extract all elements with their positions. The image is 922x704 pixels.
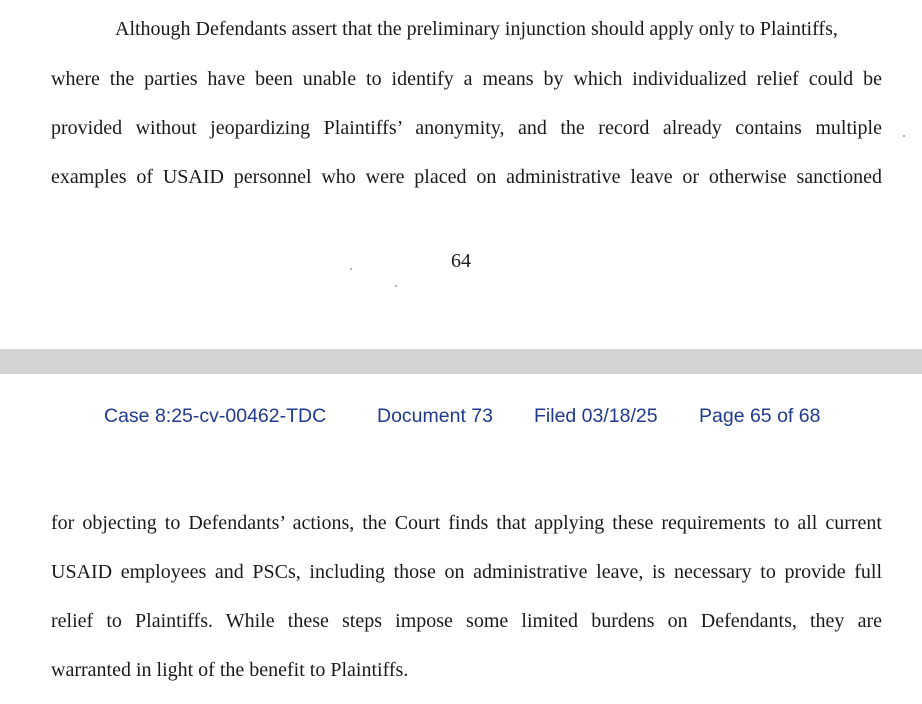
paragraph-line-7: relief to Plaintiffs. While these steps impose some limited burdens on Defendants, they are bbox=[51, 610, 882, 632]
page-separator bbox=[0, 349, 922, 374]
page-count: Page 65 of 68 bbox=[699, 405, 821, 427]
scan-speck bbox=[903, 135, 905, 137]
paragraph-line-2: where the parties have been unable to identify a means by which individualized relief could be bbox=[51, 68, 882, 90]
document-number: Document 73 bbox=[377, 405, 493, 427]
paragraph-line-6: USAID employees and PSCs, including those on administrative leave, is necessary to provide full bbox=[51, 561, 882, 583]
paragraph-line-1: Although Defendants assert that the preliminary injunction should apply only to Plaintiffs, bbox=[115, 18, 838, 40]
scan-speck bbox=[395, 285, 397, 287]
paragraph-line-4: examples of USAID personnel who were placed on administrative leave or otherwise sanctioned bbox=[51, 166, 882, 188]
case-number: Case 8:25-cv-00462-TDC bbox=[104, 405, 327, 427]
paragraph-line-8: warranted in light of the benefit to Plaintiffs. bbox=[51, 659, 409, 681]
page-number: 64 bbox=[451, 250, 471, 272]
filed-date: Filed 03/18/25 bbox=[534, 405, 658, 427]
paragraph-line-5: for objecting to Defendants’ actions, the Court finds that applying these requirements to all current bbox=[51, 512, 882, 534]
scan-speck bbox=[350, 268, 352, 270]
paragraph-line-3: provided without jeopardizing Plaintiffs’ anonymity, and the record already contains multiple bbox=[51, 117, 882, 139]
